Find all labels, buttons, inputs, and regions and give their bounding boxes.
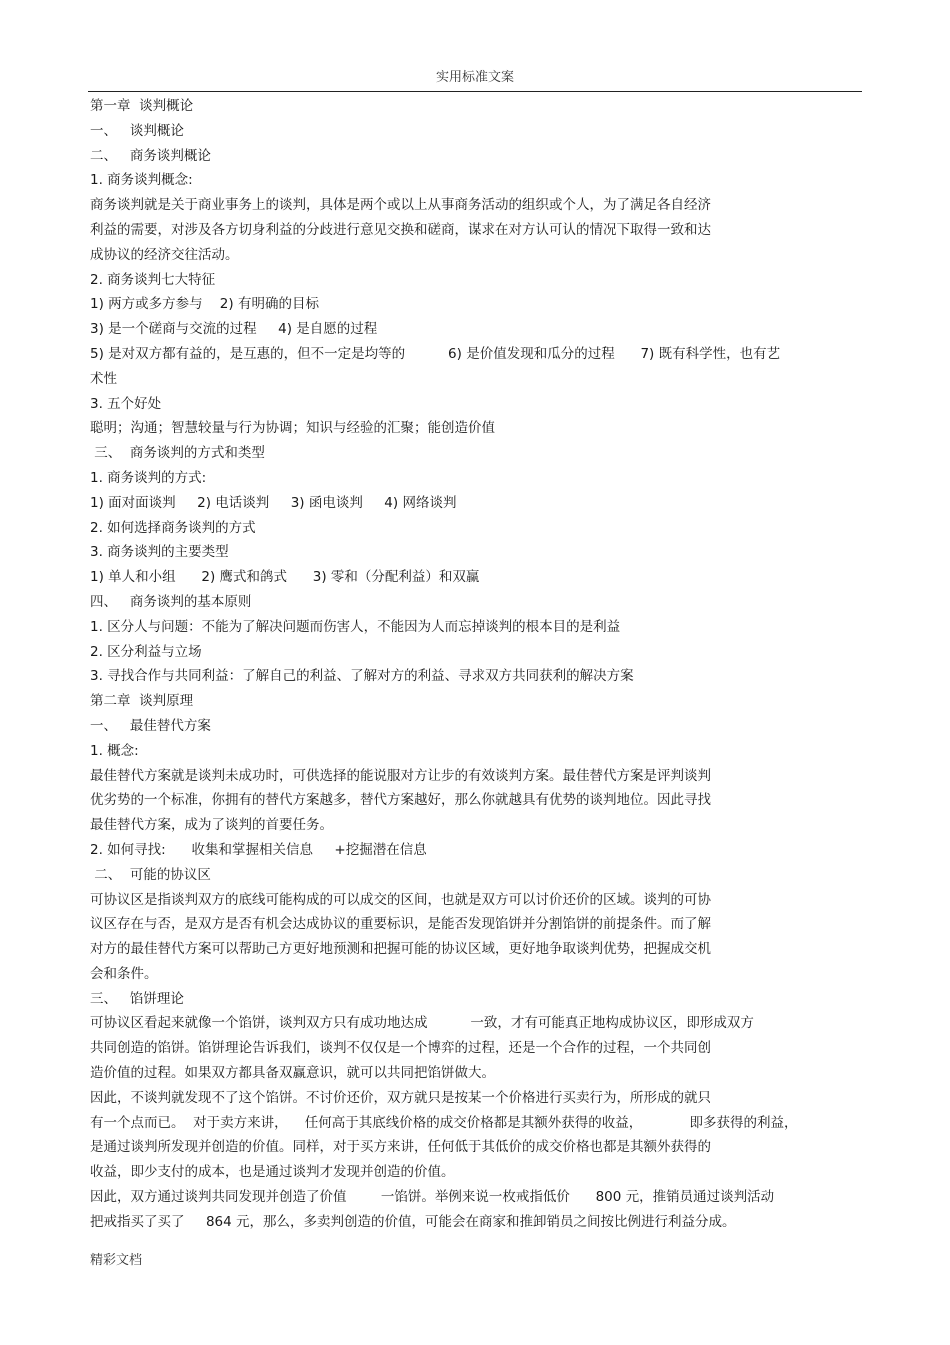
paragraph-line: 因此，不谈判就发现不了这个馅饼。不讨价还价，双方就只是按某一个价格进行买卖行为，所形成的就只 bbox=[90, 1089, 711, 1106]
list-line: 5) 是对双方都有益的，是互惠的，但不一定是均等的 6) 是价值发现和瓜分的过程 7) 既有科学性，也有艺 bbox=[90, 345, 781, 362]
paragraph-line: 成协议的经济交往活动。 bbox=[90, 246, 239, 263]
paragraph-line: 对方的最佳替代方案可以帮助己方更好地预测和把握可能的协议区域，更好地争取谈判优势，把握成交机 bbox=[90, 941, 711, 958]
subsection-heading: 2. 如何选择商务谈判的方式 bbox=[90, 519, 256, 536]
paragraph-line: 优劣势的一个标准，你拥有的替代方案越多，替代方案越好，那么你就越具有优势的谈判地位。因此寻找 bbox=[90, 792, 711, 809]
subsection-heading: 1. 商务谈判的方式: bbox=[90, 469, 207, 486]
section-heading: 二、 可能的协议区 bbox=[90, 866, 211, 883]
list-line: 3. 寻找合作与共同利益：了解自己的利益、了解对方的利益、寻求双方共同获利的解决方案 bbox=[90, 668, 634, 685]
paragraph-line: 利益的需要，对涉及各方切身利益的分歧进行意见交换和磋商，谋求在对方认可认的情况下取得一致和达 bbox=[90, 221, 711, 238]
list-line: 1) 两方或多方参与 2) 有明确的目标 bbox=[90, 296, 319, 313]
paragraph-line: 是通过谈判所发现并创造的价值。同样，对于买方来讲，任何低于其低价的成交价格也都是其额外获得的 bbox=[90, 1139, 711, 1156]
section-heading: 一、 谈判概论 bbox=[90, 122, 184, 139]
paragraph-line: 造价值的过程。如果双方都具备双赢意识，就可以共同把馅饼做大。 bbox=[90, 1065, 495, 1082]
list-line: 2. 区分利益与立场 bbox=[90, 643, 202, 660]
section-heading: 一、 最佳替代方案 bbox=[90, 717, 211, 734]
page-footer: 精彩文档 bbox=[90, 1253, 143, 1268]
paragraph-line: 可协议区看起来就像一个馅饼，谈判双方只有成功地达成 一致，才有可能真正地构成协议区，即形成双方 bbox=[90, 1015, 754, 1032]
paragraph-line: 可协议区是指谈判双方的底线可能构成的可以成交的区间，也就是双方可以讨价还价的区域。谈判的可协 bbox=[90, 891, 711, 908]
list-line: 1. 区分人与问题：不能为了解决问题而伤害人，不能因为人而忘掉谈判的根本目的是利益 bbox=[90, 618, 621, 635]
subsection-heading: 1. 概念: bbox=[90, 742, 139, 759]
paragraph-line: 收益，即少支付的成本，也是通过谈判才发现并创造的价值。 bbox=[90, 1164, 455, 1181]
paragraph-line: 商务谈判就是关于商业事务上的谈判，具体是两个或以上从事商务活动的组织或个人，为了满足各自经济 bbox=[90, 197, 711, 214]
chapter-title: 第一章 谈判概论 bbox=[90, 98, 194, 114]
paragraph-line: 有一个点而已。 对于卖方来讲， 任何高于其底线价格的成交价格都是其额外获得的收益， 即多获得的利益， bbox=[90, 1114, 798, 1131]
section-heading: 三、 馅饼理论 bbox=[90, 990, 184, 1007]
paragraph-line: 聪明；沟通；智慧较量与行为协调；知识与经验的汇聚；能创造价值 bbox=[90, 420, 495, 437]
subsection-heading: 2. 商务谈判七大特征 bbox=[90, 271, 216, 288]
paragraph-line: 把戒指买了买了 864 元，那么，多卖判创造的价值，可能会在商家和推卸销员之间按比例进行利益分成。 bbox=[90, 1213, 736, 1230]
section-heading: 四、 商务谈判的基本原则 bbox=[90, 593, 252, 610]
subsection-heading: 1. 商务谈判概念: bbox=[90, 172, 193, 189]
page-header: 实用标准文案 bbox=[435, 70, 514, 85]
header-rule bbox=[88, 91, 862, 92]
list-line: 1) 单人和小组 2) 鹰式和鸽式 3) 零和（分配利益）和双赢 bbox=[90, 569, 480, 586]
paragraph-line: 因此，双方通过谈判共同发现并创造了价值 一馅饼。举例来说一枚戒指低价 800 元，推销员通过谈判活动 bbox=[90, 1189, 775, 1206]
paragraph-line: 议区存在与否，是双方是否有机会达成协议的重要标识，是能否发现馅饼并分割馅饼的前提条件。而了解 bbox=[90, 916, 711, 933]
list-line: 1) 面对面谈判 2) 电话谈判 3) 函电谈判 4) 网络谈判 bbox=[90, 494, 457, 511]
list-line: 3) 是一个磋商与交流的过程 4) 是自愿的过程 bbox=[90, 321, 378, 338]
paragraph-line: 共同创造的馅饼。馅饼理论告诉我们，谈判不仅仅是一个博弈的过程，还是一个合作的过程，一个共同创 bbox=[90, 1040, 711, 1057]
list-line: 2. 如何寻找: 收集和掌握相关信息 +挖掘潜在信息 bbox=[90, 841, 427, 858]
subsection-heading: 3. 五个好处 bbox=[90, 395, 162, 412]
paragraph-line: 最佳替代方案，成为了谈判的首要任务。 bbox=[90, 817, 333, 834]
list-line: 术性 bbox=[90, 370, 117, 387]
section-heading: 二、 商务谈判概论 bbox=[90, 147, 211, 164]
subsection-heading: 3. 商务谈判的主要类型 bbox=[90, 544, 229, 561]
chapter-title: 第二章 谈判原理 bbox=[90, 693, 194, 710]
document-body bbox=[90, 94, 850, 1235]
paragraph-line: 会和条件。 bbox=[90, 965, 158, 982]
paragraph-line: 最佳替代方案就是谈判未成功时，可供选择的能说服对方让步的有效谈判方案。最佳替代方案是评判谈判 bbox=[90, 767, 711, 784]
section-heading: 三、 商务谈判的方式和类型 bbox=[90, 445, 265, 462]
